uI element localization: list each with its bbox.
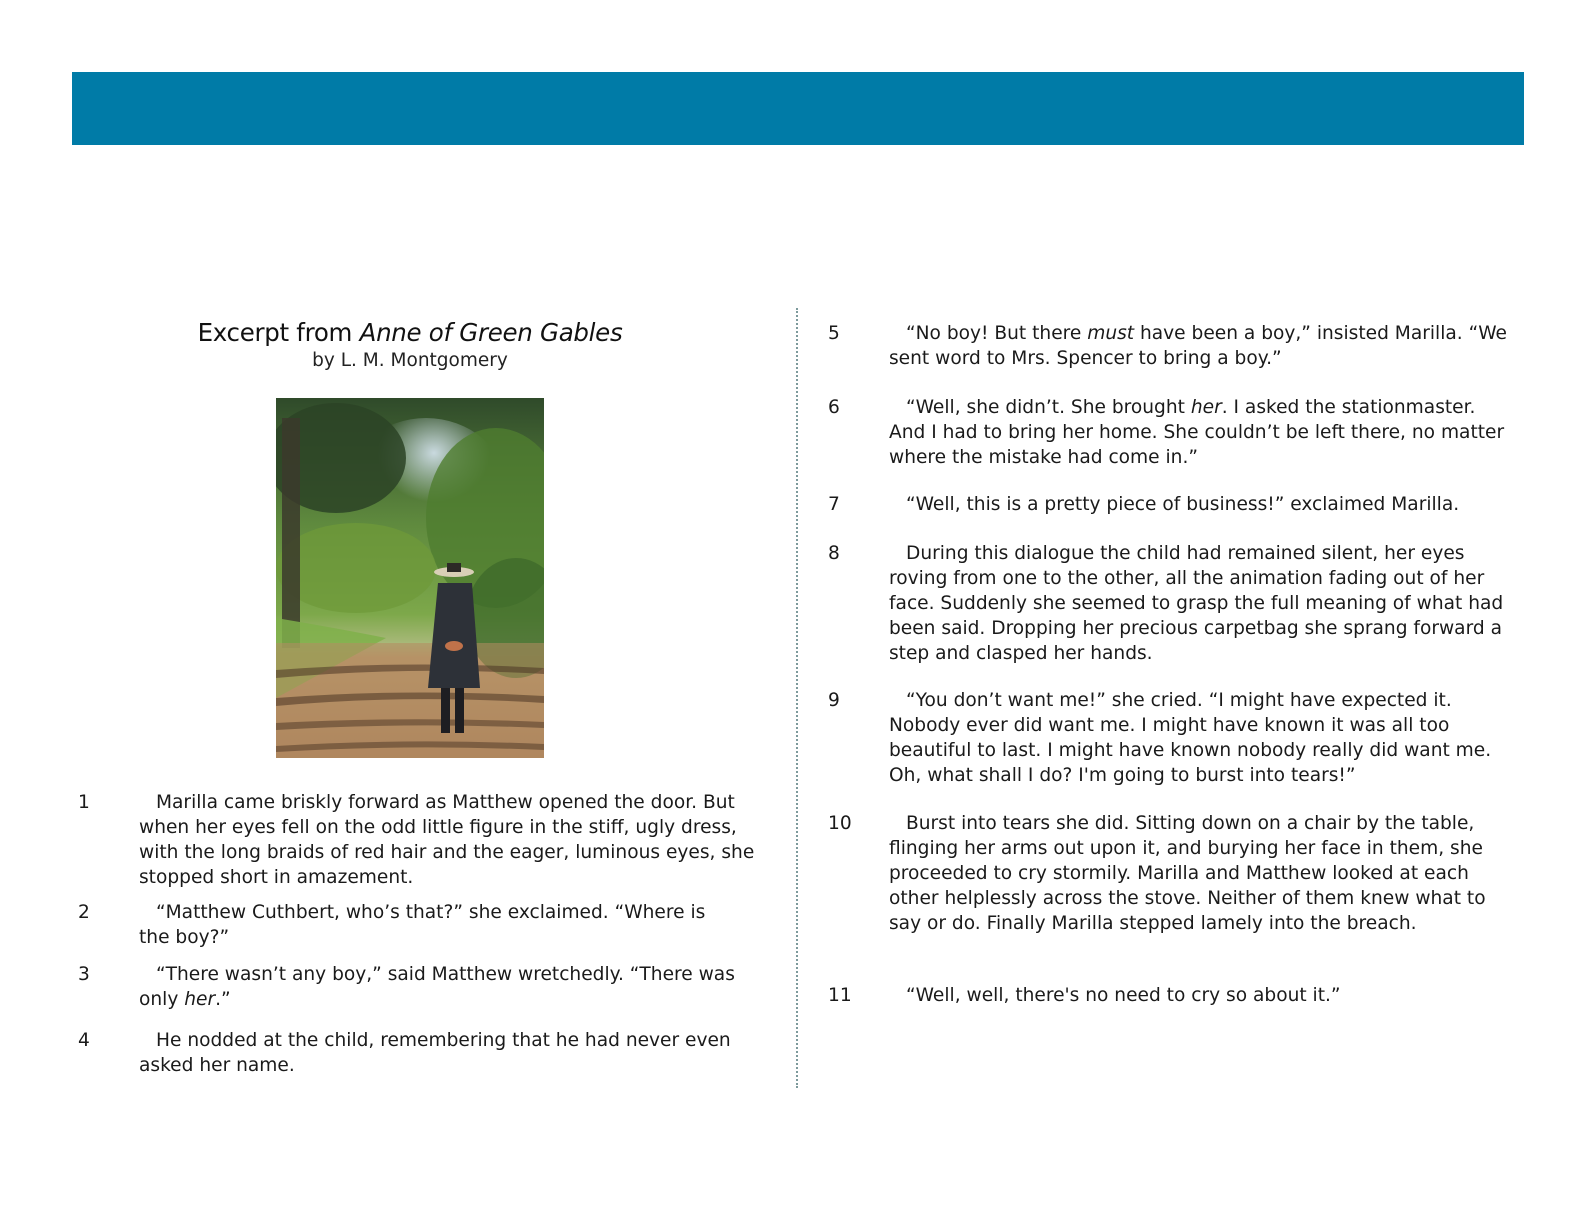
text-segment: “Well, she didn’t. She brought: [906, 397, 1191, 418]
paragraph-number: 10: [828, 813, 852, 834]
text-segment: He nodded at the child, remembering that he had never even asked her name.: [139, 1030, 731, 1076]
book-title: Anne of Green Gables: [359, 318, 623, 347]
emphasis-text: her: [184, 989, 216, 1010]
paragraph-text: [139, 962, 739, 1012]
column-divider: [796, 308, 798, 1088]
paragraph-number: 4: [78, 1030, 90, 1051]
text-segment: Burst into tears she did. Sitting down on a chair by the table, flinging her arms out upon it, and burying her face in them, she proceeded to cry stormily. Marilla and Matthew looked at each other helplessly across the stove. Neither of them knew what to say or do. Finally Marilla stepped lamely into the breach.: [889, 813, 1486, 934]
text-segment: During this dialogue the child had remained silent, her eyes roving from one to the other, all the animation fading out of her face. Suddenly she seemed to grasp the full meaning of what had been said. Dropping her precious carpetbag she sprang forward a step and clasped her hands.: [889, 543, 1504, 664]
text-segment: . I asked the stationmaster. And I had to bring her home. She couldn’t be left there, no matter where the mistake had come in.”: [889, 397, 1505, 468]
paragraph-text: [139, 900, 739, 950]
paragraph-number: 9: [828, 690, 840, 711]
paragraph-text: [889, 983, 1509, 1008]
paragraph-text: [889, 492, 1509, 517]
text-segment: .”: [215, 989, 231, 1010]
text-segment: “There wasn’t any boy,” said Matthew wretchedly. “There was only: [139, 964, 735, 1010]
text-segment: “Well, this is a pretty piece of business!” exclaimed Marilla.: [906, 494, 1460, 515]
text-segment: “Matthew Cuthbert, who’s that?” she exclaimed. “Where is the boy?”: [139, 902, 706, 948]
title-prefix: Excerpt from: [197, 318, 360, 347]
paragraph-number: 7: [828, 494, 840, 515]
paragraph-number: 3: [78, 964, 90, 985]
paragraph-number: 5: [828, 323, 840, 344]
header-banner: [72, 72, 1524, 145]
emphasis-text: her: [1190, 397, 1222, 418]
text-segment: Marilla came briskly forward as Matthew opened the door. But when her eyes fell on the odd little figure in the stiff, ugly dress, with the long braids of red hair and the eager, luminous eyes, she stopped short in amazement.: [139, 792, 755, 888]
paragraph-number: 1: [78, 792, 90, 813]
paragraph-number: 2: [78, 902, 90, 923]
author-byline: by L. M. Montgomery: [312, 350, 508, 371]
text-segment: have been a boy,” insisted Marilla. “We sent word to Mrs. Spencer to bring a boy.”: [889, 323, 1507, 369]
text-segment: “Well, well, there's no need to cry so about it.”: [906, 985, 1341, 1006]
illustration-photo: [276, 398, 544, 758]
page-title: [130, 318, 690, 347]
paragraph-text: [889, 688, 1509, 788]
photo-girl-walking-icon: [276, 398, 544, 758]
paragraph-number: 11: [828, 985, 852, 1006]
text-segment: “No boy! But there: [906, 323, 1088, 344]
paragraph-text: [139, 1028, 739, 1078]
paragraph-text: [139, 790, 759, 890]
paragraph-text: [889, 321, 1509, 371]
paragraph-number: 6: [828, 397, 840, 418]
paragraph-text: [889, 811, 1509, 936]
emphasis-text: must: [1087, 323, 1135, 344]
paragraph-number: 8: [828, 543, 840, 564]
paragraph-text: [889, 541, 1509, 666]
text-segment: “You don’t want me!” she cried. “I might have expected it. Nobody ever did want me. I might have known it was all too beautiful to last. I might have known nobody really did want me. Oh, what shall I do? I'm going to burst into tears!”: [889, 690, 1492, 786]
paragraph-text: [889, 395, 1509, 470]
